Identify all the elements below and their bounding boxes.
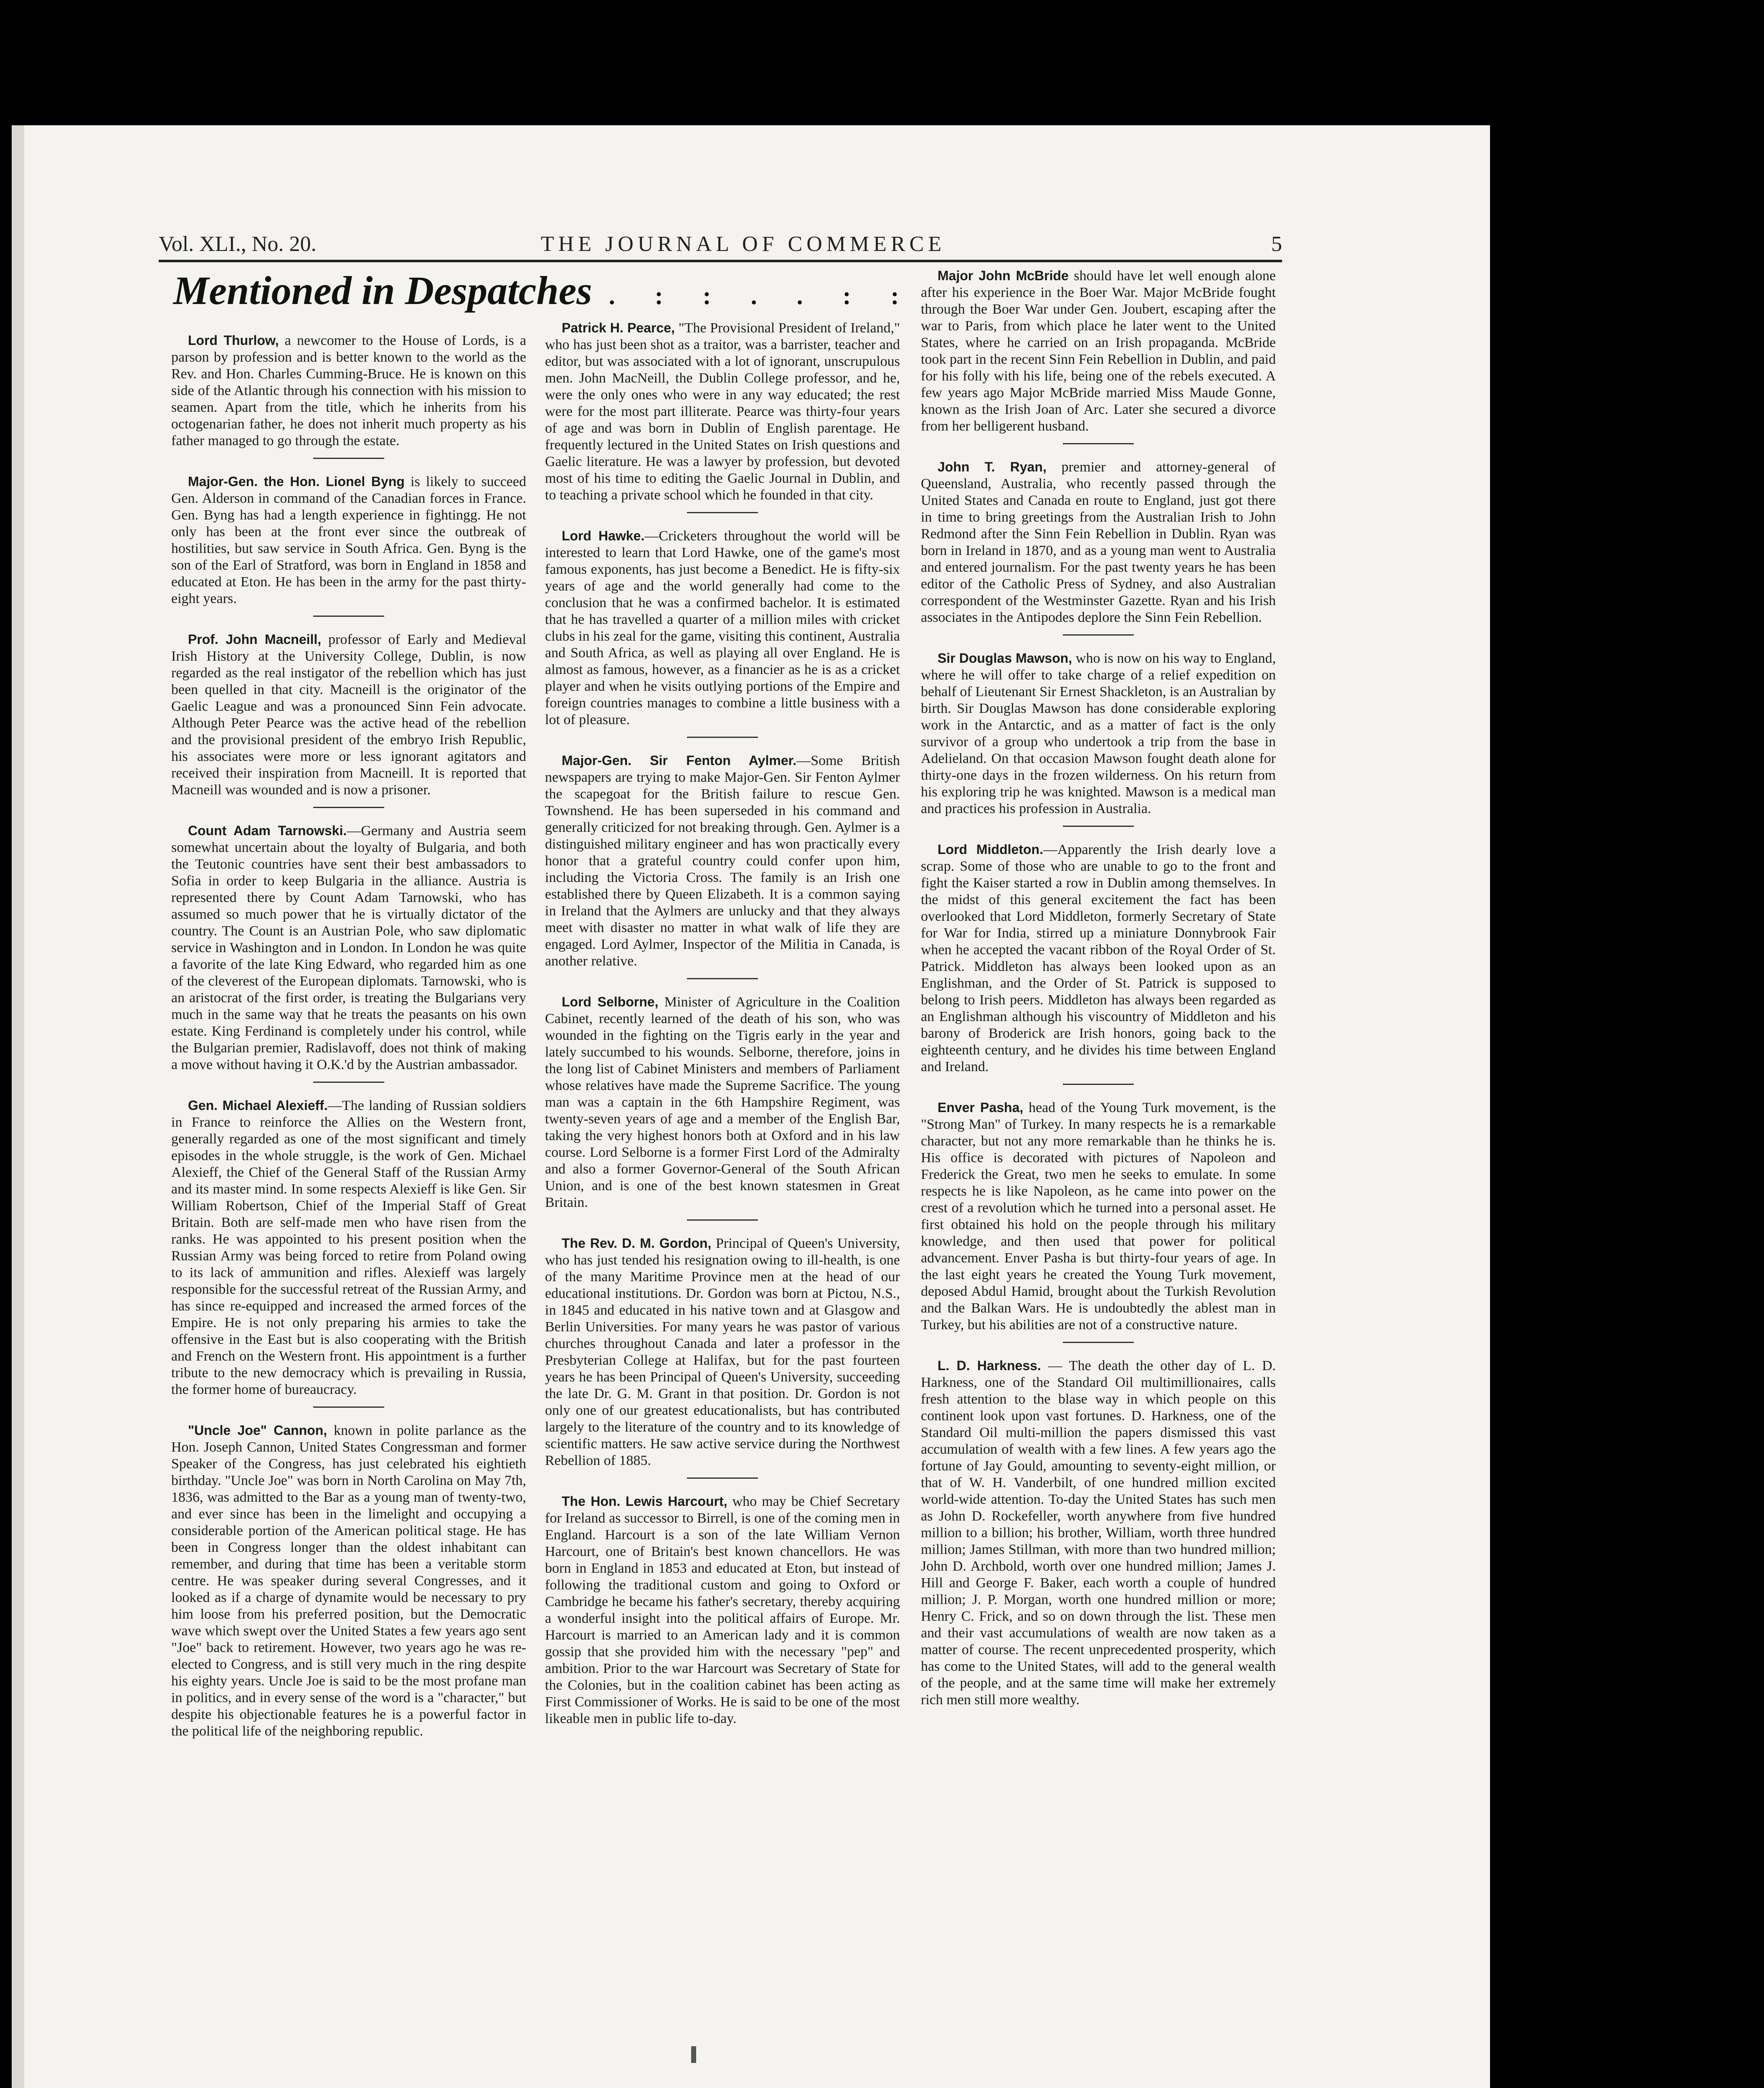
article-paragraph xyxy=(545,993,900,1211)
article-paragraph xyxy=(171,822,526,1073)
headline-text: Mentioned in Despatches xyxy=(173,268,592,313)
article-divider xyxy=(313,616,384,617)
article-body: known in polite parlance as the Hon. Joseph Cannon, United States Congressman and former Speaker of the Congress, has just celebrated his eightieth birthday. "Uncle Joe" was born in North Carolina on May 7th, 1836, was admitted to the Bar as a young man of twenty-two, and ever since has been in the limelight and occupying a considerable portion of the American political stage. He has been in Congress longer than the oldest inhabitant can remember, and during that time has been a veritable storm centre. He was speaker during several Congresses, and it looked as if a charge of dynamite would be necessary to pry him loose from his preferred position, but the Democratic wave which swept over the United States a few years ago sent "Joe" back to retirement. However, two years ago he was re-elected to Congress, and is still very much in the ring despite his eighty years. Uncle Joe is said to be the most profane man in politics, and in every sense of the word is a "character," but despite his objectionable features he is a powerful factor in the political life of the neighboring republic. xyxy=(171,1423,526,1739)
article-subject-name: Lord Middleton. xyxy=(938,842,1043,857)
article-paragraph xyxy=(545,1493,900,1727)
article-subject-name: "Uncle Joe" Cannon, xyxy=(188,1423,327,1438)
article-subject-name: Prof. John Macneill, xyxy=(188,632,322,647)
article-body: who may be Chief Secretary for Ireland as successor to Birrell, is one of the coming men in England. Harcourt is a son of the late William Vernon Harcourt, one of Britain's best known chancellors. He was born in England in 1853 and educated at Eton, but instead of following the traditional custom and going to Oxford or Cambridge he became his father's secretary, thereby acquiring a wonderful insight into the political affairs of Europe. Mr. Harcourt is married to an American lady and it is common gossip that she provided him with the necessary "pep" and ambition. Prior to the war Harcourt was Secretary of State for the Colonies, but in the coalition cabinet has been acting as First Commissioner of Works. He is said to be one of the most likeable men in public life to-day. xyxy=(545,1494,900,1726)
article-subject-name: Major-Gen. the Hon. Lionel Byng xyxy=(188,474,405,489)
page-edge xyxy=(12,125,24,2088)
article-paragraph xyxy=(921,650,1276,817)
header-rule xyxy=(159,260,1282,262)
article-paragraph xyxy=(921,841,1276,1075)
article-divider xyxy=(313,807,384,808)
article-divider xyxy=(313,1082,384,1083)
article-body: head of the Young Turk movement, is the "Strong Man" of Turkey. In many respects he is a remarkable character, but not any more remarkable than he thinks he is. His office is decorated with pictures of Napoleon and Frederick the Great, two men he seeks to emulate. In some respects he is like Napoleon, as he came into power on the crest of a revolution which he turned into a personal asset. He first obtained his hold on the people through his military knowledge, and then used that power for political advancement. Enver Pasha is but thirty-four years of age. In the last eight years he created the Young Turk movement, deposed Abdul Hamid, brought about the Turkish Revolution and the Balkan Wars. He is undoubtedly the ablest man in Turkey, but his abilities are not of a constructive nature. xyxy=(921,1100,1276,1333)
article-body: who is now on his way to England, where he will offer to take charge of a relief expedition on behalf of Lieutenant Sir Ernest Shackleton, is an Australian by birth. Sir Douglas Mawson has done considerable exploring work in the Antarctic, and as a matter of fact is the only survivor of a group who undertook a trip from the base in Adelieland. On that occasion Mawson fought death alone for thirty-one days in the frozen wilderness. On his return from his exploring trip he was knighted. Mawson is a medical man and practices his profession in Australia. xyxy=(921,651,1276,816)
article-body: —Apparently the Irish dearly love a scrap. Some of those who are unable to go to the front and fight the Kaiser started a row in Dublin among themselves. In the midst of this general excitement the fact has been overlooked that Lord Middleton, formerly Secretary of State for War for India, stirred up a miniature Donnybrook Fair when he accepted the vacant ribbon of the Royal Order of St. Patrick. Middleton has always been looked upon as an Englishman, and the Order of St. Patrick is supposed to belong to Irish peers. Middleton has always been regarded as an Englishman although his viscountry of Middleton and his barony of Broderick are Irish honors, going back to the eighteenth century, and he divides his time between England and Ireland. xyxy=(921,842,1276,1074)
article-body: Principal of Queen's University, who has just tended his resignation owing to ill-health, is one of the many Maritime Province men at the head of our educational institutions. Dr. Gordon was born at Pictou, N.S., in 1845 and educated in his native town and at Glasgow and Berlin Universities. For many years he was pastor of various churches throughout Canada and later a professor in the Presbyterian College at Halifax, but for the past fourteen years he has been Principal of Queen's University, succeeding the late Dr. G. M. Grant in that position. Dr. Gordon is not only one of our greatest educationalists, but has contributed largely to the literature of the country and to its knowledge of scientific matters. He saw active service during the Northwest Rebellion of 1885. xyxy=(545,1236,900,1468)
article-body: "The Provisional President of Ireland," who has just been shot as a traitor, was a barrister, teacher and editor, but was associated with a lot of ignorant, unscrupulous men. John MacNeill, the Dublin College professor, and he, were the only ones who were in any way educated; the rest were for the most part illiterate. Pearce was thirty-four years of age and was born in Dublin of English parentage. He frequently lectured in the United States on Irish questions and Gaelic literature. He was a lawyer by profession, but devoted most of his time to editing the Gaelic Journal in Dublin, and to teaching a private school which he founded in that city. xyxy=(545,320,900,503)
article-divider xyxy=(1063,443,1134,444)
article-subject-name: Lord Hawke. xyxy=(562,528,645,543)
article-subject-name: The Hon. Lewis Harcourt, xyxy=(562,1494,727,1509)
article-paragraph xyxy=(171,1422,526,1740)
article-paragraph xyxy=(171,473,526,607)
headline-ornament: . : : . . : : xyxy=(608,282,916,309)
article-divider xyxy=(687,512,758,513)
column-1 xyxy=(171,332,526,1748)
article-body: —Germany and Austria seem somewhat uncertain about the loyalty of Bulgaria, and both the Teutonic countries have sent their best ambassadors to Sofia in order to keep Bulgaria in the alliance. Austria is represented there by Count Adam Tarnowski, who has assumed so much power that he is virtually dictator of the country. The Count is an Austrian Pole, who saw diplomatic service in Washington and in London. In London he was quite a favorite of the late King Edward, who regarded him as one of the cleverest of the European diplomats. Tarnowski, who is an aristocrat of the first order, is treating the Bulgarians very much in the same way that he treats the peasants on his own estate. King Ferdinand is completely under his control, while the Bulgarian premier, Radislavoff, does not think of making a move without having it O.K.'d by the Austrian ambassador. xyxy=(171,823,526,1072)
article-subject-name: The Rev. D. M. Gordon, xyxy=(562,1236,712,1251)
article-subject-name: Enver Pasha, xyxy=(938,1100,1024,1115)
article-divider xyxy=(1063,1084,1134,1085)
article-paragraph xyxy=(921,459,1276,626)
article-body: professor of Early and Medieval Irish History at the University College, Dublin, is now regarded as the real instigator of the rebellion which has just been quelled in that city. Macneill is the originator of the Gaelic League and was a pronounced Sinn Fein advocate. Although Peter Pearce was the active head of the rebellion and the provisional president of the embryo Irish Republic, his associates were more or less ignorant agitators and received their inspiration from Macneill. It is reported that Macneill was wounded and is now a prisoner. xyxy=(171,632,526,798)
article-divider xyxy=(687,978,758,979)
article-subject-name: Major John McBride xyxy=(938,268,1069,283)
page-mark xyxy=(691,2046,696,2063)
article-body: a newcomer to the House of Lords, is a parson by profession and is better known to the world as the Rev. and Hon. Charles Cumming-Bruce. He is known on this side of the Atlantic through his connection with his mission to seamen. Apart from the title, which he inherits from his octogenarian father, he does not inherit much property as his father managed to go through the estate. xyxy=(171,333,526,449)
column-2 xyxy=(545,319,900,1736)
article-divider xyxy=(1063,634,1134,636)
article-paragraph xyxy=(171,332,526,449)
article-paragraph xyxy=(545,752,900,970)
page-header xyxy=(159,232,1282,261)
article-paragraph xyxy=(921,1357,1276,1708)
section-headline xyxy=(173,267,916,314)
article-divider xyxy=(687,737,758,738)
article-paragraph xyxy=(921,1099,1276,1333)
article-body: is likely to succeed Gen. Alderson in command of the Canadian forces in France. Gen. Byng has had a length experience in fightingg. He not only has been at the front ever since the outbreak of hostilities, but saw service in South Africa. Gen. Byng is the son of the Earl of Stratford, was born in England in 1858 and educated at Eton. He has been in the army for the past thirty-eight years. xyxy=(171,474,526,606)
article-body: —Cricketers throughout the world will be interested to learn that Lord Hawke, one of the game's most famous exponents, has just become a Benedict. He is fifty-six years of age and the world generally had come to the conclusion that he was a confirmed bachelor. It is estimated that he has travelled a quarter of a million miles with cricket clubs in his zeal for the game, visiting this continent, Australia and South Africa, as well as playing all over England. He is almost as famous, however, as a financier as he is as a cricket player and when he visits outlying portions of the Empire and foreign countries manages to combine a little business with a lot of pleasure. xyxy=(545,528,900,727)
article-divider xyxy=(687,1219,758,1221)
article-paragraph xyxy=(171,631,526,798)
article-body: should have let well enough alone after his experience in the Boer War. Major McBride fought through the Boer War under Gen. Joubert, escaping after the war to Paris, from which place he later went to the United States, where he carried on an Irish propaganda. McBride took part in the recent Sinn Fein Rebellion in Dublin, and paid for his folly with his life, being one of the rebels executed. A few years ago Major McBride married Miss Maude Gonne, known as the Irish Joan of Arc. Later she secured a divorce from her belligerent husband. xyxy=(921,268,1276,434)
column-3 xyxy=(921,267,1276,1717)
article-body: — The death the other day of L. D. Harkness, one of the Standard Oil multimillionaires, calls fresh attention to the blase way in which people on this continent look upon vast fortunes. D. Harkness, one of the Standard Oil multi-million the papers dismissed this vast accumulation of wealth with a few lines. A few years ago the fortune of Jay Gould, amounting to seventy-eight million, or that of W. H. Vanderbilt, of one hundred million excited world-wide attention. To-day the United States has such men as John D. Rockefeller, worth anywhere from five hundred million to a billion; his brother, William, worth three hundred million; James Stillman, with more than two hundred million; John D. Archbold, worth over one hundred million; James J. Hill and George F. Baker, each worth a couple of hundred million; J. P. Morgan, worth one hundred million or more; Henry C. Frick, and so on down through the list. These men and their vast accumulations of wealth are now taken as a matter of course. The recent unprecedented prosperity, which has come to the United States, will add to the general wealth of the people, and at the same time will make her extremely rich men still more wealthy. xyxy=(921,1358,1276,1708)
article-body: —Some British newspapers are trying to make Major-Gen. Sir Fenton Aylmer the scapegoat for the British failure to rescue Gen. Townshend. He has been superseded in his command and generally criticized for not breaking through. Gen. Aylmer is a distinguished military engineer and has won practically every honor that a grateful country could confer upon him, including the Victoria Cross. The family is an Irish one established there by Queen Elizabeth. It is a common saying in Ireland that the Aylmers are unlucky and that they always meet with disaster no matter in what walk of life they are engaged. Lord Aylmer, Inspector of the Militia in Canada, is another relative. xyxy=(545,753,900,969)
article-divider xyxy=(1063,1342,1134,1343)
article-divider xyxy=(687,1477,758,1479)
article-body: premier and attorney-general of Queensland, Australia, who recently passed through the United States and Canada en route to England, just got there in time to bring greetings from the Australian Irish to John Redmond after the Sinn Fein Rebellion in Dublin. Ryan was born in Ireland in 1870, and as a young man went to Australia and entered journalism. For the past twenty years he has been editor of the Catholic Press of Sydney, and also Australian correspondent of the Westminster Gazette. Ryan and his Irish associates in the Antipodes deplore the Sinn Fein Rebellion. xyxy=(921,459,1276,625)
article-subject-name: Major-Gen. Sir Fenton Aylmer. xyxy=(562,753,797,768)
article-paragraph xyxy=(171,1097,526,1398)
article-paragraph xyxy=(921,267,1276,435)
journal-name: THE JOURNAL OF COMMERCE xyxy=(541,232,946,256)
article-subject-name: Lord Thurlow, xyxy=(188,333,279,348)
article-subject-name: Sir Douglas Mawson, xyxy=(938,651,1072,666)
article-divider xyxy=(313,458,384,459)
article-paragraph xyxy=(545,527,900,728)
article-body: —The landing of Russian soldiers in France to reinforce the Allies on the Western front, generally regarded as one of the most significant and timely episodes in the whole struggle, is the work of Gen. Michael Alexieff, the Chief of the General Staff of the Russian Army and its master mind. In some respects Alexieff is like Gen. Sir William Robertson, Chief of the Imperial Staff of Great Britain. Both are self-made men who have risen from the ranks. He was appointed to his present position when the Russian Army was being forced to retire from Poland owing to its lack of ammunition and rifles. Alexieff was largely responsible for the successful retreat of the Russian Army, and has since re-equipped and increased the armed forces of the Empire. He is not only preparing his armies to take the offensive in the East but is also cooperating with the British and French on the Western front. His appointment is a further tribute to the new democracy which is prevailing in Russia, the former home of bureaucracy. xyxy=(171,1098,526,1397)
article-divider xyxy=(1063,826,1134,827)
article-paragraph xyxy=(545,1235,900,1469)
article-subject-name: Lord Selborne, xyxy=(562,994,659,1009)
article-subject-name: Count Adam Tarnowski. xyxy=(188,823,347,838)
article-subject-name: Patrick H. Pearce, xyxy=(562,320,675,335)
article-paragraph xyxy=(545,319,900,504)
page-number: 5 xyxy=(1271,232,1282,256)
article-divider xyxy=(313,1406,384,1408)
article-subject-name: Gen. Michael Alexieff. xyxy=(188,1098,328,1113)
article-body: Minister of Agriculture in the Coalition Cabinet, recently learned of the death of his son, who was wounded in the fighting on the Tigris early in the year and lately succumbed to his wounds. Selborne, therefore, joins in the long list of Cabinet Ministers and members of Parliament whose relatives have made the Supreme Sacrifice. The young man was a captain in the 6th Hampshire Regiment, was twenty-seven years of age and a member of the English Bar, taking the very highest honors both at Oxford and in his law course. Lord Selborne is a former First Lord of the Admiralty and also a former Governor-General of the South African Union, and is one of the best known statesmen in Great Britain. xyxy=(545,994,900,1210)
article-subject-name: John T. Ryan, xyxy=(938,459,1047,474)
article-subject-name: L. D. Harkness. xyxy=(938,1358,1041,1373)
volume-number: Vol. XLI., No. 20. xyxy=(159,232,317,256)
